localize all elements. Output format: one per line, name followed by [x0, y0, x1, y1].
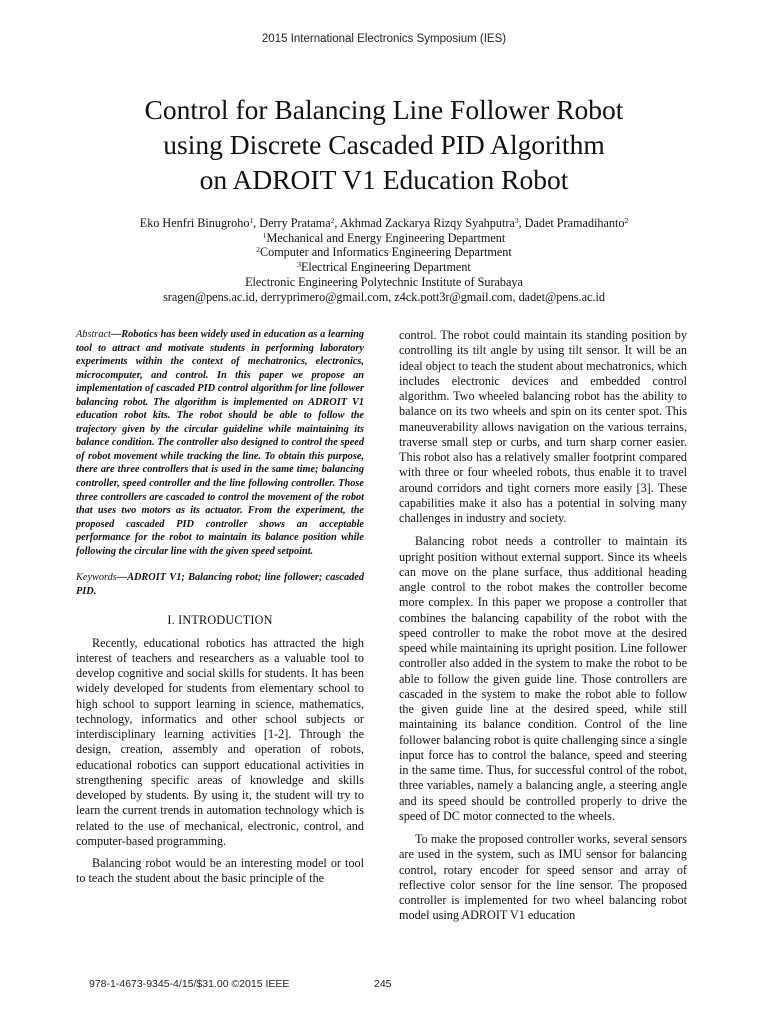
affiliation-line: [40, 260, 728, 275]
abstract-label: Abstract: [76, 329, 111, 340]
body-paragraph: Recently, educational robotics has attracted the high interest of teachers and researchers as a valuable tool to develop cognitive and social skills for students. It has been widely developed for students from elementary school to high school to support learning in science, mathematics, technology, informatics and other school subjects or interdisciplinary learning activities [1-2]. Through the design, creation, assembly and operation of robots, educational robotics can support educational activities in strengthening specific areas of knowledge and skills developed by students. By using it, the student will try to learn the current trends in automation technology which is related to the use of mechanical, electronic, control, and computer-based programming.: [76, 635, 364, 848]
conference-header: 2015 International Electronics Symposium (IES): [261, 33, 507, 45]
author-affiliation-mark: 2: [330, 216, 335, 225]
affiliation-mark: 1: [262, 230, 267, 240]
affiliation-text: Mechanical and Energy Engineering Department: [266, 230, 506, 245]
author-name: , Derry Pratama: [253, 216, 331, 230]
affiliation-mark: 3: [297, 260, 301, 270]
author-affiliation-mark: 1: [249, 216, 254, 225]
body-paragraph: control. The robot could maintain its standing position by controlling its tilt angle by using tilt sensor. It will be an ideal object to teach the student about mechatronics, which includes electronic devices and embedded control algorithm. Two wheeled balancing robot has the ability to balance on its two wheels and spin on its center spot. This maneuverability allows navigation on the various terrains, traverse small step or curbs, and turn sharp corner easier. This robot also has a relatively smaller footprint compared with three or four wheeled robots, thus enable it to travel around corridors and tight corners more easily [3]. These capabilities make it also has a potential in solving many challenges in industry and society.: [399, 328, 688, 525]
affiliation-mark: 2: [256, 245, 260, 255]
affiliation-text: Computer and Informatics Engineering Department: [259, 245, 512, 260]
keywords-text: ADROIT V1; Balancing robot; line follower; cascaded PID.: [76, 572, 364, 597]
keywords-label: Keywords: [76, 572, 117, 584]
title-line-3: on ADROIT V1 Education Robot: [199, 164, 569, 195]
keywords: [76, 571, 364, 598]
author-name: Eko Henfri Binugroho: [139, 216, 250, 230]
left-column: [76, 328, 364, 887]
abstract-text: Robotics has been widely used in education as a learning tool to attract and motivate students in performing laboratory experiments within the context of mechatronics, electronics, microcomputer, and control. In this paper we propose an implementation of cascaded PID control algorithm for line follower balancing robot. The algorithm is implemented on ADROIT V1 education robot kits. The robot should be able to follow the trajectory given by the circular guideline while maintaining its balance condition. The controller also designed to control the speed of robot movement while tracking the line. To obtain this purpose, there are three controllers that is used in the same time; balancing controller, speed controller and the line following controller. Those three controllers are cascaded to control the movement of the robot that uses two motors as its actuator. From the experiment, the proposed cascaded PID controller shows an acceptable performance for the robot to maintain its balance position while following the circular line with the given speed setpoint.: [76, 329, 364, 557]
abstract-dash: —: [110, 329, 122, 340]
title-line-1: Control for Balancing Line Follower Robot: [144, 94, 624, 125]
affiliation-line: [40, 231, 728, 246]
author-names: [40, 216, 728, 231]
abstract: [76, 328, 364, 558]
right-column: [399, 328, 687, 924]
body-paragraph: Balancing robot needs a controller to maintain its upright position without external support. Since its wheels can move on the plane surface, thus additional heading angle control to the robot makes the controller become more complex. In this paper we propose a controller that combines the balancing capability of the robot with the speed controller to make the robot move at the desired speed while maintaining its upright position. Line follower controller also added in the system to make the robot to be able to follow the given guide line. Those controllers are cascaded in the system to make the robot able to follow the given guide line at the desired speed, while still maintaining its balance condition. Control of the line follower balancing robot is quite challenging since a single input force has to control the balance, speed and steering in the same time. Thus, for successful control of the robot, three variables, namely a balancing angle, a steering angle and its speed should be controlled properly to drive the speed of DC motor connected to the wheels.: [399, 534, 687, 823]
section-heading-introduction: I. INTRODUCTION: [167, 613, 273, 628]
paper-title: [60, 92, 708, 197]
keywords-dash: —: [116, 572, 128, 584]
affiliation-text: Electrical Engineering Department: [300, 260, 471, 275]
page-number: 245: [374, 978, 392, 990]
copyright-footer: 978-1-4673-9345-4/15/$31.00 ©2015 IEEE: [89, 978, 290, 990]
author-affiliation-mark: 3: [514, 216, 519, 225]
author-affiliation-mark: 2: [624, 216, 629, 225]
body-paragraph: To make the proposed controller works, several sensors are used in the system, such as IMU sensor for balancing control, rotary encoder for speed sensor and array of reflective color sensor for the line sensor. The proposed controller is implemented for two wheel balancing robot model using ADROIT V1 education: [399, 832, 687, 923]
author-name: , Dadet Pramadihanto: [518, 216, 625, 230]
author-emails: sragen@pens.ac.id, derryprimero@gmail.com, z4ck.pott3r@gmail.com, dadet@pens.ac.id: [163, 289, 605, 304]
institute-name: Electronic Engineering Polytechnic Institute of Surabaya: [245, 274, 523, 289]
author-block: [40, 216, 728, 304]
body-paragraph: Balancing robot would be an interesting model or tool to teach the student about the basic principle of the: [76, 856, 364, 886]
author-name: , Akhmad Zackarya Rizqy Syahputra: [334, 216, 515, 230]
title-line-2: using Discrete Cascaded PID Algorithm: [163, 129, 605, 160]
affiliation-line: [40, 245, 728, 260]
